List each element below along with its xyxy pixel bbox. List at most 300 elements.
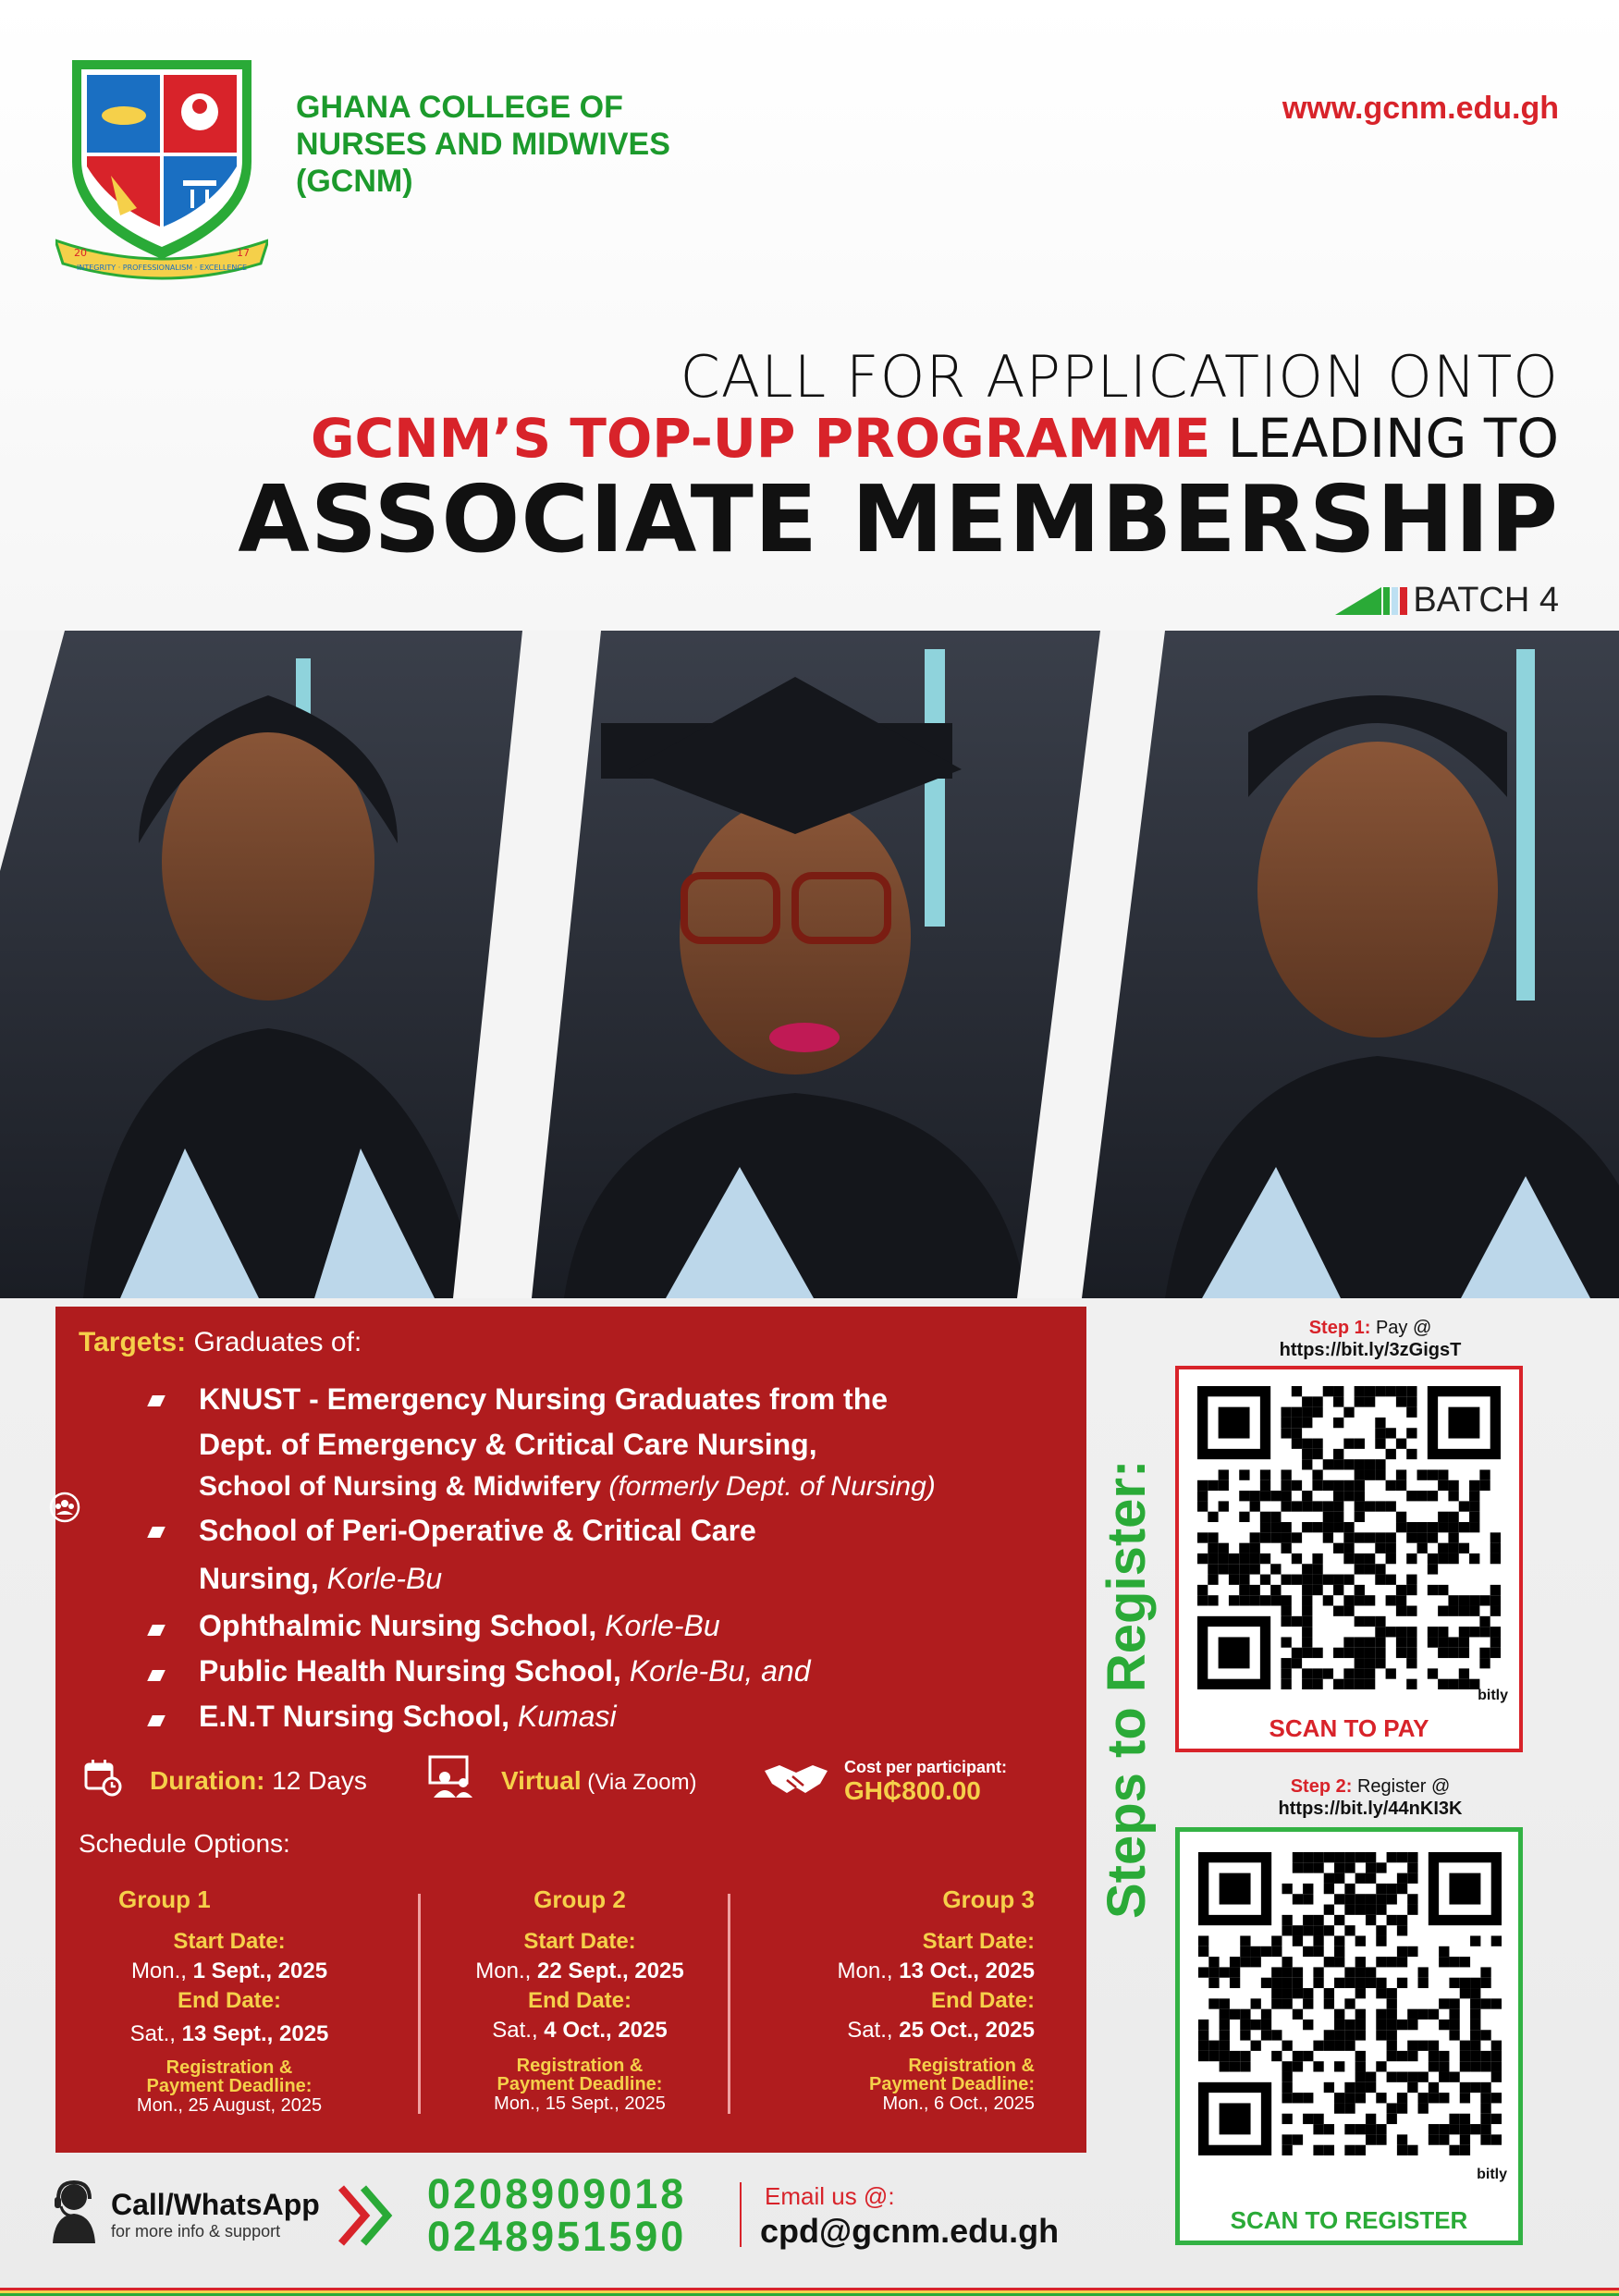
qr-module: [1344, 2103, 1355, 2113]
qr-module: [1448, 1595, 1458, 1605]
qr-module: [1459, 1606, 1469, 1616]
qr-module: [1260, 1491, 1270, 1501]
qr-module: [1230, 2009, 1240, 2020]
qr-module: [1302, 1491, 1312, 1501]
qr-module: [1366, 1862, 1376, 1872]
qr-module: [1396, 1480, 1406, 1491]
qr-module: [1240, 2030, 1250, 2040]
qr-module: [1271, 1935, 1282, 1946]
qr-module: [1459, 1648, 1469, 1658]
qr-module: [1220, 2051, 1230, 2061]
qr-module: [1469, 1491, 1479, 1501]
qr-module: [1334, 1894, 1344, 1904]
qr-module: [1376, 1894, 1386, 1904]
qr-module: [1429, 2082, 1439, 2093]
qr-module: [1334, 1873, 1344, 1884]
qr-module: [1281, 1543, 1291, 1553]
qr-module: [1449, 2009, 1459, 2020]
qr-module: [1240, 2020, 1250, 2030]
qr-module: [1313, 2061, 1323, 2071]
qr-module: [1480, 2061, 1490, 2071]
qr-module: [1323, 1480, 1333, 1491]
qr-module: [1343, 1668, 1354, 1678]
qr-module: [1375, 1658, 1385, 1668]
qr-module: [1344, 1925, 1355, 1935]
qr-module: [1220, 1967, 1230, 1977]
qr-module: [1239, 1564, 1249, 1574]
qr-module: [1448, 1543, 1458, 1553]
start-date-value: [746, 1957, 1035, 1986]
qr-module: [1219, 1501, 1229, 1511]
qr-module: [1282, 1884, 1292, 1894]
qr-module: [1460, 1978, 1470, 1988]
org-name: [296, 89, 777, 200]
qr-module: [1220, 1873, 1251, 1905]
qr-module: [1302, 1396, 1312, 1406]
qr-module: [1282, 2114, 1292, 2124]
qr-module: [1376, 2030, 1386, 2040]
email-address[interactable]: cpd@gcnm.edu.gh: [760, 2212, 1060, 2250]
qr-module: [1250, 1501, 1260, 1511]
target-item: [199, 1602, 720, 1649]
target-item-name: School of Nursing & Midwifery: [199, 1471, 602, 1502]
qr-module: [1386, 1532, 1396, 1542]
qr-module: [1293, 1967, 1303, 1977]
qr-module: [1406, 1396, 1417, 1406]
qr-module: [1386, 1543, 1396, 1553]
qr-module: [1282, 1957, 1292, 1967]
qr-module: [1219, 1407, 1250, 1439]
qr-module: [1281, 1501, 1291, 1511]
qr-module: [1438, 1606, 1448, 1616]
qr-module: [1313, 1946, 1323, 1957]
qr-module: [1261, 2020, 1271, 2030]
calendar-icon: [83, 1758, 122, 1797]
qr-module: [1406, 1585, 1417, 1595]
qr-module: [1303, 2114, 1313, 2124]
qr-module: [1271, 1946, 1282, 1957]
qr-module: [1375, 1428, 1385, 1438]
qr-module: [1396, 1648, 1406, 1658]
qr-module: [1281, 1532, 1291, 1542]
qr-module: [1197, 1553, 1208, 1564]
qr-module: [1240, 1957, 1250, 1967]
qr-module: [1313, 1862, 1323, 1872]
qr-module: [1270, 1532, 1281, 1542]
qr-module: [1479, 1469, 1490, 1480]
qr-module: [1479, 1480, 1490, 1491]
qr-module: [1387, 2041, 1397, 2051]
qr-module: [1407, 1946, 1417, 1957]
duration-info: [150, 1766, 367, 1796]
qr-module: [1302, 1449, 1312, 1459]
qr-module: [1375, 1575, 1385, 1585]
qr-module: [1343, 1480, 1354, 1491]
qr-module: [1334, 2020, 1344, 2030]
qr-module: [1344, 2020, 1355, 2030]
qr-module: [1406, 1386, 1417, 1396]
qr-module: [1375, 1418, 1385, 1428]
website-link[interactable]: www.gcnm.edu.gh: [1282, 91, 1559, 126]
qr-module: [1397, 2072, 1407, 2082]
qr-module: [1460, 2082, 1470, 2093]
qr-module: [1470, 1978, 1480, 1988]
qr-module: [1333, 1396, 1343, 1406]
qr-module: [1429, 2041, 1439, 2051]
end-date-value: [427, 2016, 732, 2045]
qr-module: [1355, 2030, 1366, 2040]
qr-module: [1406, 1522, 1417, 1532]
qr-module: [1387, 2030, 1397, 2040]
qr-module: [1343, 1679, 1354, 1689]
qr-module: [1293, 1988, 1303, 1998]
qr-module: [1343, 1637, 1354, 1647]
qr-module: [1344, 1894, 1355, 1904]
qr-module: [1270, 1564, 1281, 1574]
qr-module: [1344, 1852, 1355, 1862]
qr-module: [1470, 2051, 1480, 2061]
qr-module: [1260, 1595, 1270, 1605]
qr-module: [1302, 1668, 1312, 1678]
qr-module: [1365, 1637, 1375, 1647]
call-support-subtitle: for more info & support: [111, 2222, 281, 2241]
qr-module: [1230, 1957, 1240, 1967]
qr-module: [1459, 1595, 1469, 1605]
qr-module: [1292, 1501, 1302, 1511]
qr-module: [1386, 1627, 1396, 1637]
qr-module: [1220, 2061, 1230, 2071]
qr-module: [1375, 1564, 1385, 1574]
qr-module: [1417, 1491, 1428, 1501]
qr-module: [1343, 1553, 1354, 1564]
qr-module: [1376, 1935, 1386, 1946]
qr-module: [1460, 2061, 1470, 2071]
qr-module: [1480, 2124, 1490, 2134]
qr-module: [1459, 1501, 1469, 1511]
qr-module: [1313, 1852, 1323, 1862]
qr-module: [1323, 1522, 1333, 1532]
target-item-detail: Korle-Bu: [318, 1562, 443, 1595]
qr-module: [1281, 1522, 1291, 1532]
qr-module: [1469, 1627, 1479, 1637]
qr-module: [1292, 1648, 1302, 1658]
qr-module: [1375, 1543, 1385, 1553]
support-agent-icon: [51, 2179, 97, 2243]
qr-module: [1293, 2093, 1303, 2103]
end-day: Sat.,: [129, 2021, 182, 2046]
qr-module: [1491, 2093, 1502, 2103]
qr-module: [1323, 1668, 1333, 1678]
target-item: [199, 1648, 811, 1694]
bullet-icon: [147, 1670, 166, 1681]
start-date-label: Start Date:: [523, 1929, 636, 1954]
qr-module: [1460, 2145, 1470, 2155]
qr-module: [1448, 1553, 1458, 1564]
qr-module: [1428, 1585, 1438, 1595]
qr-module: [1355, 1978, 1366, 1988]
qr-module: [1208, 1480, 1218, 1491]
qr-module: [1281, 1491, 1291, 1501]
qr-module: [1355, 1894, 1366, 1904]
qr-module: [1439, 2061, 1449, 2071]
qr-module: [1302, 1439, 1312, 1449]
qr-module: [1406, 1407, 1417, 1418]
qr-module: [1355, 1935, 1366, 1946]
qr-module: [1460, 2114, 1470, 2124]
qr-module: [1397, 1915, 1407, 1925]
qr-module: [1396, 1512, 1406, 1522]
qr-module: [1376, 2061, 1386, 2071]
qr-module: [1303, 1884, 1313, 1894]
qr-module: [1303, 1946, 1313, 1957]
qr-module: [1396, 1595, 1406, 1605]
deadline-value: Mon., 6 Oct., 2025: [882, 2093, 1035, 2114]
qr-module: [1271, 1967, 1282, 1977]
qr-module: [1387, 2072, 1397, 2082]
qr-module: [1282, 2082, 1292, 2093]
register-qr-pattern: [1198, 1852, 1502, 2155]
qr-module: [1208, 1564, 1218, 1574]
qr-module: [1333, 1480, 1343, 1491]
qr-module: [1334, 1978, 1344, 1988]
qr-module: [1324, 1884, 1334, 1894]
qr-module: [1260, 1480, 1270, 1491]
targets-heading: [79, 1327, 362, 1358]
headline-programme: GCNM’S TOP-UP PROGRAMME: [310, 407, 1211, 470]
qr-module: [1313, 2114, 1323, 2124]
qr-module: [1333, 1543, 1343, 1553]
qr-module: [1365, 1679, 1375, 1689]
qr-module: [1281, 1407, 1291, 1418]
qr-module: [1355, 1396, 1365, 1406]
qr-module: [1407, 1862, 1417, 1872]
qr-module: [1270, 1595, 1281, 1605]
qr-module: [1469, 1480, 1479, 1491]
qr-module: [1429, 2051, 1439, 2061]
qr-module: [1302, 1407, 1312, 1418]
gcnm-logo: [55, 51, 268, 282]
qr-module: [1208, 1957, 1219, 1967]
qr-module: [1312, 1501, 1322, 1511]
qr-module: [1302, 1522, 1312, 1532]
qr-module: [1439, 1998, 1449, 2008]
qr-module: [1355, 2093, 1366, 2103]
qr-module: [1375, 1616, 1385, 1627]
qr-module: [1281, 1575, 1291, 1585]
qr-module: [1448, 1606, 1458, 1616]
step1-instructions: [1176, 1317, 1564, 1361]
qr-module: [1480, 2051, 1490, 2061]
qr-module: [1281, 1679, 1291, 1689]
qr-module: [1407, 2051, 1417, 2061]
qr-module: [1469, 1595, 1479, 1605]
end-date-value: [746, 2016, 1035, 2045]
qr-module: [1230, 2061, 1240, 2071]
qr-module: [1439, 1946, 1449, 1957]
target-item: [199, 1376, 888, 1422]
qr-module: [1239, 1553, 1249, 1564]
qr-module: [1219, 1553, 1229, 1564]
handshake-icon: [763, 1760, 829, 1797]
qr-module: [1239, 1469, 1249, 1480]
qr-module: [1387, 2103, 1397, 2113]
qr-module: [1459, 1522, 1469, 1532]
qr-module: [1334, 2009, 1344, 2020]
duration-label: Duration:: [150, 1766, 265, 1795]
qr-module: [1490, 1637, 1501, 1647]
qr-module: [1251, 1998, 1261, 2008]
qr-module: [1407, 1894, 1417, 1904]
graduates-photo-strip: [0, 631, 1619, 1298]
qr-module: [1302, 1595, 1312, 1605]
qr-module: [1429, 2061, 1439, 2071]
double-chevron-icon: [337, 2184, 402, 2247]
qr-module: [1219, 1480, 1229, 1491]
qr-module: [1387, 1852, 1397, 1862]
qr-module: [1270, 1512, 1281, 1522]
qr-module: [1459, 1637, 1469, 1647]
qr-module: [1375, 1627, 1385, 1637]
mode-value: (Via Zoom): [581, 1770, 697, 1795]
qr-module: [1365, 1532, 1375, 1542]
qr-module: [1260, 1575, 1270, 1585]
qr-module: [1261, 2030, 1271, 2040]
qr-module: [1302, 1627, 1312, 1637]
qr-module: [1397, 1957, 1407, 1967]
deadline-label-line2: Payment Deadline:: [497, 2074, 663, 2094]
qr-module: [1355, 1459, 1365, 1469]
qr-module: [1470, 1935, 1480, 1946]
qr-module: [1438, 1480, 1448, 1491]
start-day: Mon.,: [475, 1958, 537, 1983]
qr-module: [1376, 2134, 1386, 2144]
qr-module: [1387, 2114, 1397, 2124]
cost-value: GH₵800.00: [844, 1776, 981, 1805]
qr-module: [1343, 1595, 1354, 1605]
deadline-label-line1: Registration &: [166, 2057, 293, 2078]
qr-module: [1198, 1946, 1208, 1957]
qr-module: [1208, 1553, 1218, 1564]
qr-module: [1386, 1449, 1396, 1459]
qr-module: [1251, 2020, 1261, 2030]
qr-module: [1312, 1449, 1322, 1459]
qr-module: [1490, 1532, 1501, 1542]
qr-module: [1428, 1469, 1438, 1480]
phone-number-2[interactable]: 0248951590: [427, 2213, 687, 2260]
qr-module: [1365, 1459, 1375, 1469]
start-day: Mon.,: [130, 1958, 193, 1983]
bullet-icon: [147, 1625, 166, 1636]
qr-module: [1334, 2061, 1344, 2071]
org-name-line3: (GCNM): [296, 164, 413, 199]
qr-module: [1281, 1616, 1291, 1627]
qr-module: [1355, 1905, 1366, 1915]
qr-module: [1271, 1998, 1282, 2008]
qr-module: [1313, 1967, 1323, 1977]
qr-module: [1460, 2124, 1470, 2134]
qr-module: [1376, 1988, 1386, 1998]
qr-module: [1355, 2051, 1366, 2061]
qr-module: [1386, 1501, 1396, 1511]
schedule-group-3: [746, 1885, 1035, 2114]
qr-module: [1198, 2041, 1208, 2051]
target-item-detail: Korle-Bu: [596, 1609, 720, 1642]
start-date-value: [427, 1957, 732, 1986]
qr-module: [1470, 1998, 1480, 2008]
qr-module: [1324, 1998, 1334, 2008]
qr-module: [1406, 1637, 1417, 1647]
targets-intro: Graduates of:: [186, 1327, 362, 1357]
qr-module: [1324, 2030, 1334, 2040]
qr-module: [1312, 1439, 1322, 1449]
steps-to-register-heading: Steps to Register:: [1097, 1459, 1157, 1919]
qr-module: [1281, 1418, 1291, 1428]
qr-module: [1375, 1439, 1385, 1449]
deadline-label-line1: Registration &: [516, 2056, 644, 2076]
qr-module: [1229, 1575, 1239, 1585]
qr-module: [1438, 1522, 1448, 1532]
qr-module: [1406, 1491, 1417, 1501]
qr-module: [1429, 2009, 1439, 2020]
qr-module: [1396, 1396, 1406, 1406]
qr-module: [1312, 1553, 1322, 1564]
qr-module: [1282, 1925, 1292, 1935]
phone-number-1[interactable]: 0208909018: [427, 2170, 687, 2217]
end-date: 25 Oct., 2025: [899, 2018, 1035, 2043]
step1-pay-link[interactable]: https://bit.ly/3zGigsT: [1279, 1340, 1462, 1360]
qr-module: [1387, 2020, 1397, 2030]
qr-module: [1312, 1648, 1322, 1658]
qr-module: [1198, 1935, 1208, 1946]
qr-module: [1407, 2145, 1417, 2155]
qr-module: [1302, 1679, 1312, 1689]
qr-module: [1239, 1491, 1249, 1501]
qr-module: [1333, 1679, 1343, 1689]
mode-label: Virtual: [501, 1766, 582, 1795]
qr-module: [1239, 1512, 1249, 1522]
qr-module: [1375, 1459, 1385, 1469]
qr-module: [1396, 1469, 1406, 1480]
qr-module: [1240, 2061, 1250, 2071]
qr-module: [1448, 1648, 1458, 1658]
pay-qr-code[interactable]: [1175, 1366, 1523, 1752]
qr-module: [1344, 2030, 1355, 2040]
qr-module: [1344, 1998, 1355, 2008]
qr-module: [1303, 1925, 1313, 1935]
target-item-name: Nursing,: [199, 1562, 319, 1595]
qr-module: [1312, 1668, 1322, 1678]
step2-register-link[interactable]: https://bit.ly/44nKI3K: [1278, 1799, 1463, 1819]
qr-module: [1333, 1501, 1343, 1511]
qr-module: [1355, 1553, 1365, 1564]
qr-module: [1490, 1606, 1501, 1616]
qr-module: [1313, 2041, 1323, 2051]
end-day: Sat.,: [492, 2018, 545, 2043]
qr-module: [1303, 1988, 1313, 1998]
qr-module: [1343, 1439, 1354, 1449]
qr-module: [1469, 1553, 1479, 1564]
qr-module: [1418, 2103, 1429, 2113]
qr-module: [1197, 1595, 1208, 1605]
qr-module: [1438, 1679, 1448, 1689]
qr-module: [1469, 1606, 1479, 1616]
qr-module: [1376, 2093, 1386, 2103]
group-title: Group 3: [942, 1885, 1035, 1913]
qr-module: [1344, 2124, 1355, 2134]
register-qr-code[interactable]: [1175, 1827, 1523, 2245]
qr-module: [1324, 2041, 1334, 2051]
qr-module: [1418, 2041, 1429, 2051]
